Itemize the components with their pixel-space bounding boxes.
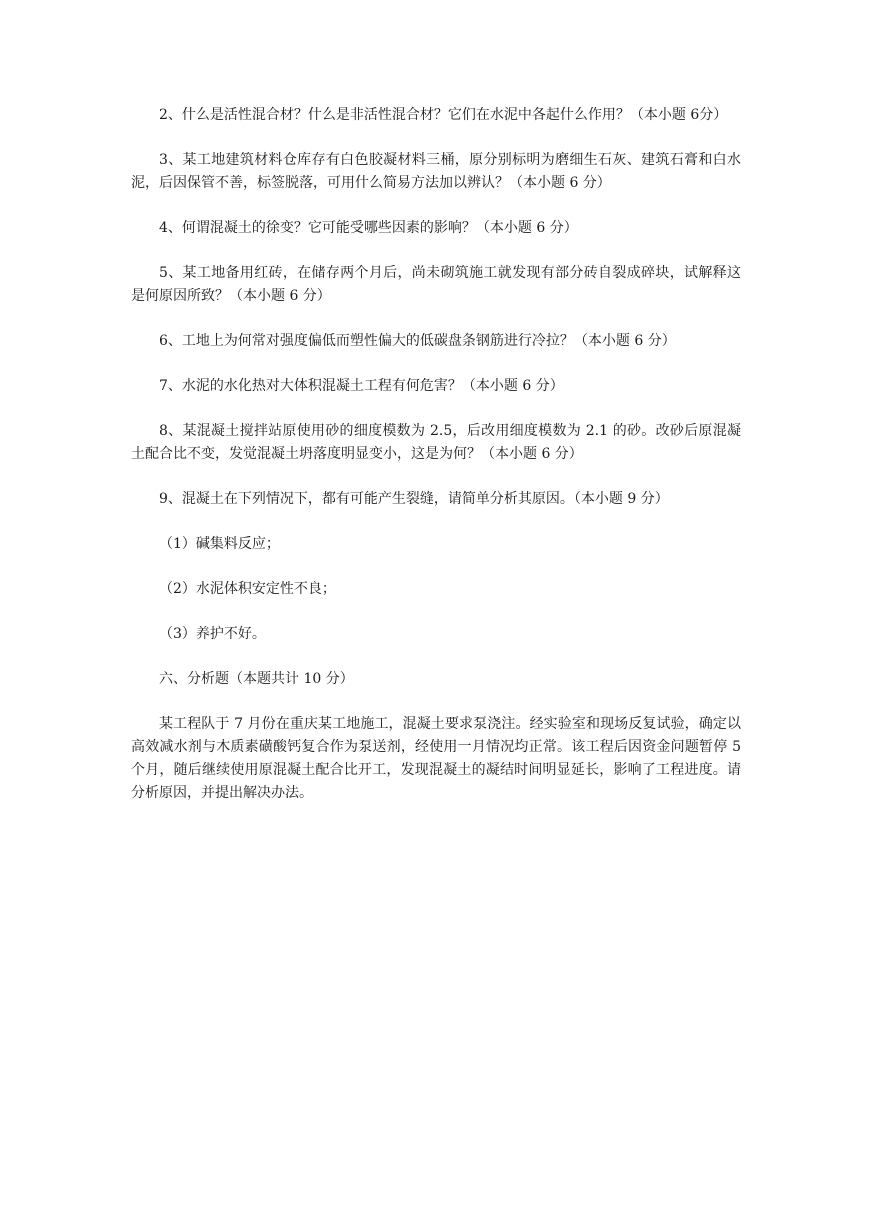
section-heading-analysis: 六、分析题（本题共计 10 分） — [159, 671, 354, 687]
question-7: 7、水泥的水化热对大体积混凝土工程有何危害？（本小题 6 分） — [159, 378, 564, 394]
question-5: 5、某工地备用红砖，在储存两个月后，尚未砌筑施工就发现有部分砖自裂成碎块，试解释这是何原因所致？（本小题 6 分） — [131, 265, 741, 304]
question-8: 8、某混凝土搅拌站原使用砂的细度模数为 2.5，后改用细度模数为 2.1 的砂。改砂后原混凝土配合比不变，发觉混凝土坍落度明显变小，这是为何？（本小题 6 分） — [131, 423, 741, 462]
question-2: 2、什么是活性混合材？什么是非活性混合材？它们在水泥中各起什么作用？（本小题 6分） — [159, 107, 728, 123]
question-9-item-3: （3）养护不好。 — [159, 626, 266, 642]
question-9-item-1: （1）碱集料反应； — [159, 536, 280, 552]
analysis-question: 某工程队于 7 月份在重庆某工地施工，混凝土要求泵浇注。经实验室和现场反复试验，确定以高效减水剂与木质素磺酸钙复合作为泵送剂，经使用一月情况均正常。该工程后因资金问题暂停 5 个月，随后继续使用原混凝土配合比开工，发现混凝土的凝结时间明显延长，影响了工程进度。请分析原因，并提出解决办法。 — [131, 716, 741, 801]
question-9: 9、混凝土在下列情况下，都有可能产生裂缝，请简单分析其原因。（本小题 9 分） — [159, 491, 669, 507]
document-body — [131, 104, 741, 827]
question-4: 4、何谓混凝土的徐变？它可能受哪些因素的影响？（本小题 6 分） — [159, 220, 578, 236]
question-9-item-2: （2）水泥体积安定性不良； — [159, 581, 336, 597]
question-3: 3、某工地建筑材料仓库存有白色胶凝材料三桶，原分别标明为磨细生石灰、建筑石膏和白水泥，后因保管不善，标签脱落，可用什么简易方法加以辨认？（本小题 6 分） — [131, 152, 741, 191]
question-6: 6、工地上为何常对强度偏低而塑性偏大的低碳盘条钢筋进行冷拉？（本小题 6 分） — [159, 333, 676, 349]
